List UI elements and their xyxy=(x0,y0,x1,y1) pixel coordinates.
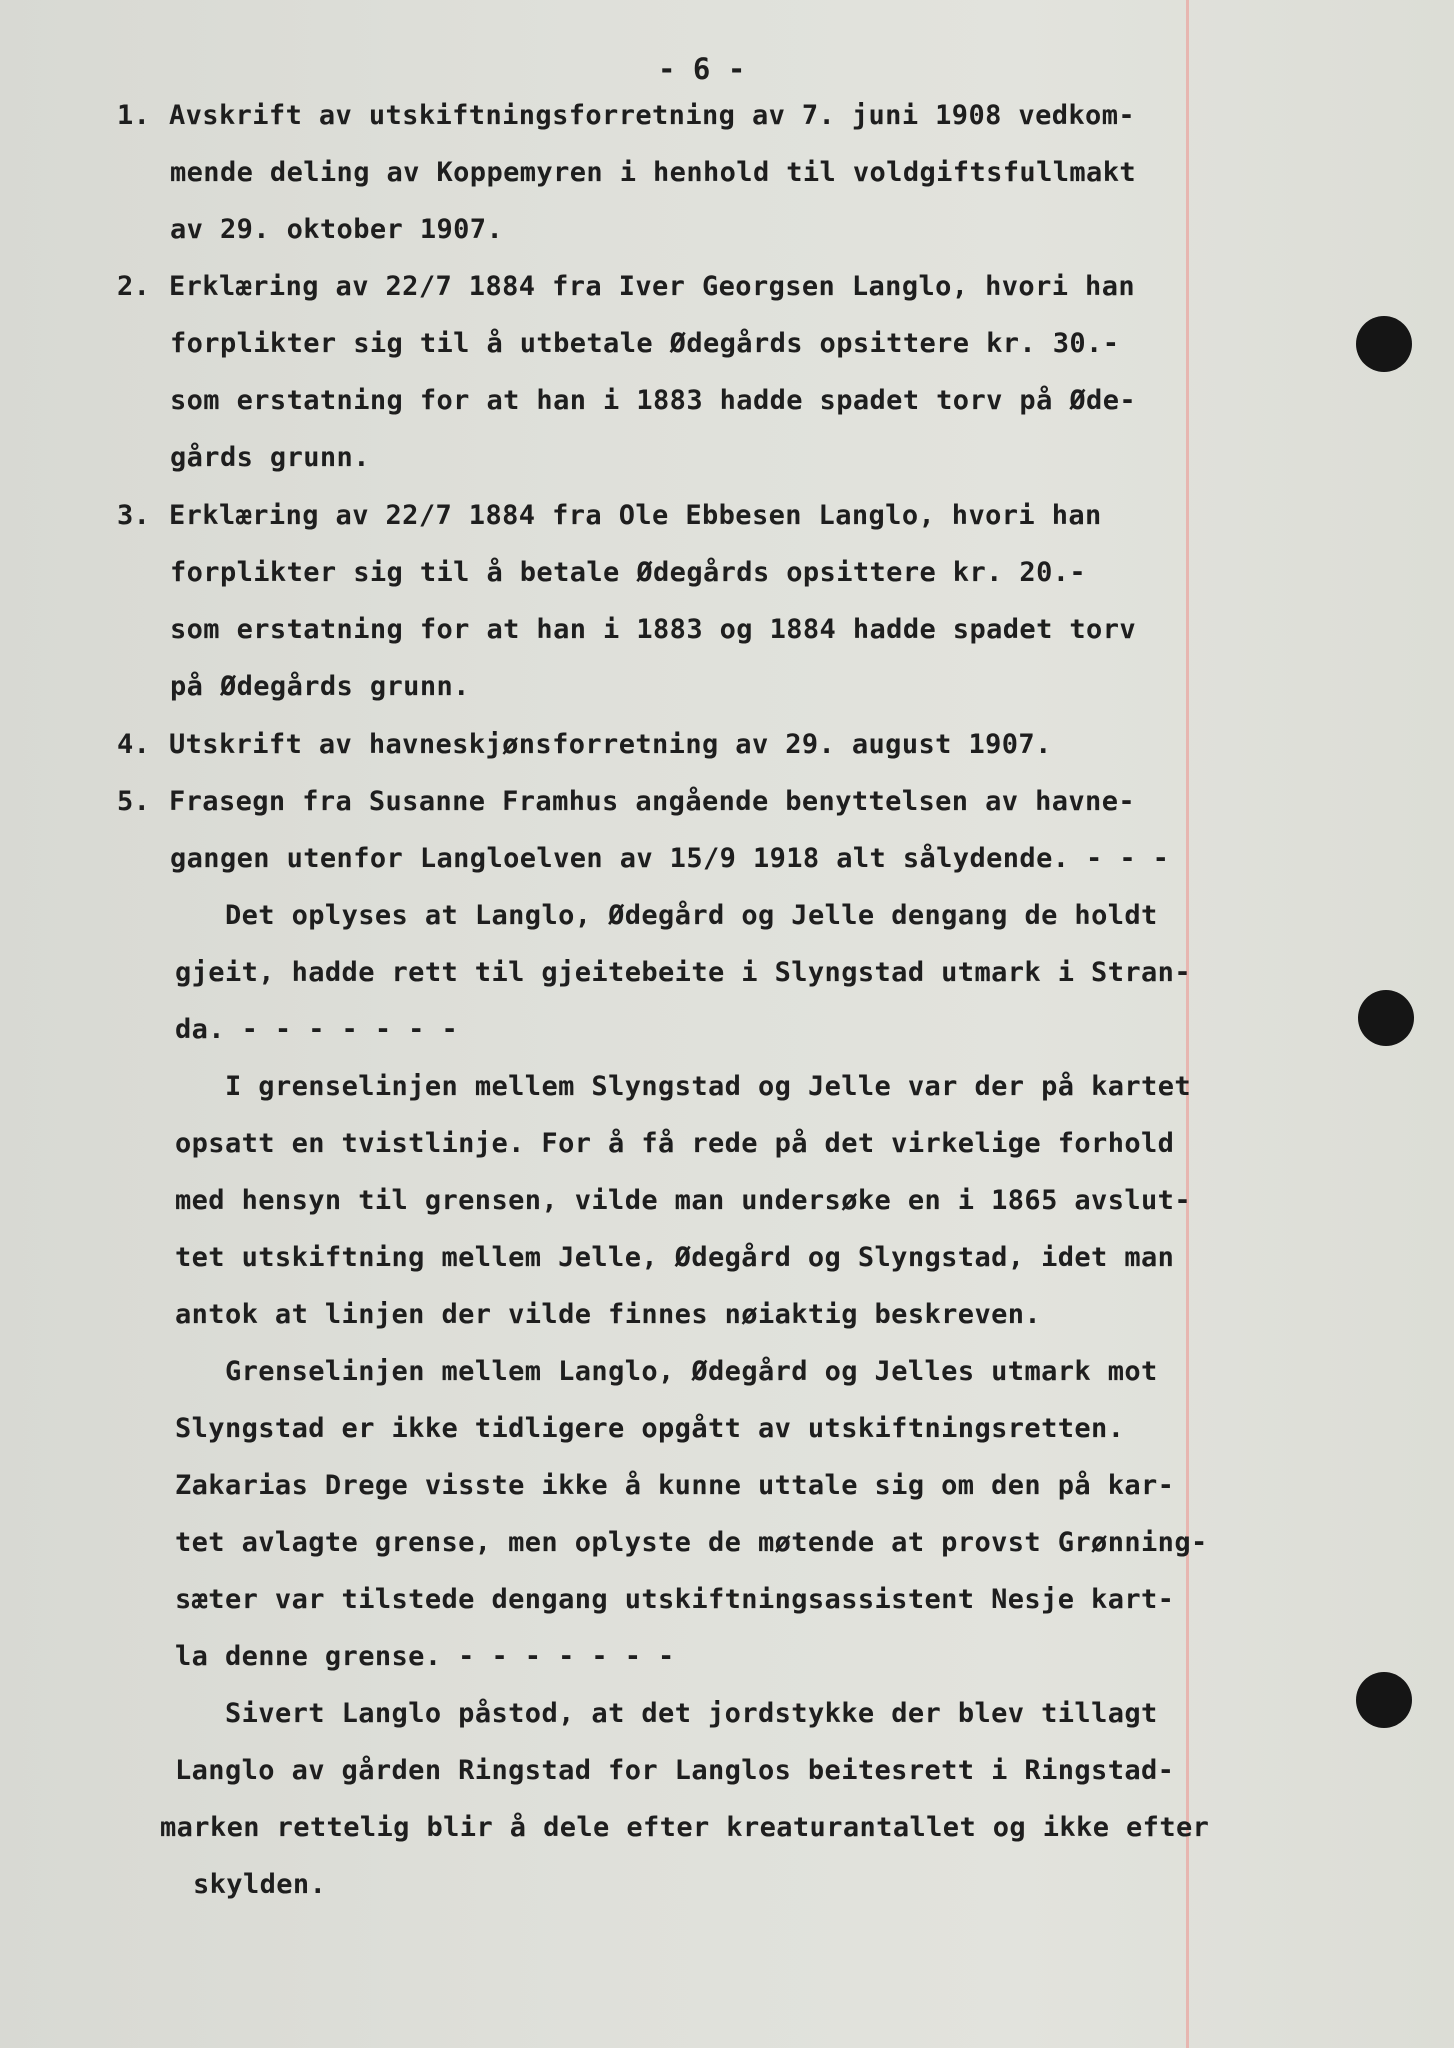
list-item-2-line-1 xyxy=(117,271,1135,302)
paragraph-2-line-5: antok at linjen der vilde finnes nøiaktig beskreven. xyxy=(175,1299,1042,1330)
list-item-5-line-1 xyxy=(117,786,1135,817)
paragraph-3-line-1: Grenselinjen mellem Langlo, Ødegård og Jelles utmark mot xyxy=(225,1356,1158,1387)
page-number: - 6 - xyxy=(658,52,746,86)
punch-hole-top xyxy=(1356,316,1412,372)
list-item-2-line-2: forplikter sig til å utbetale Ødegårds opsittere kr. 30.- xyxy=(170,328,1120,359)
paragraph-3-line-2: Slyngstad er ikke tidligere opgått av utskiftningsretten. xyxy=(175,1413,1125,1444)
list-item-3-line-3: som erstatning for at han i 1883 og 1884 hadde spadet torv xyxy=(170,614,1137,645)
punch-hole-middle xyxy=(1358,990,1414,1046)
paragraph-1-line-2: gjeit, hadde rett til gjeitebeite i Slyngstad utmark i Stran- xyxy=(175,957,1191,988)
list-item-2-line-3: som erstatning for at han i 1883 hadde spadet torv på Øde- xyxy=(170,385,1137,416)
paragraph-4-line-3: marken rettelig blir å dele efter kreaturantallet og ikke efter xyxy=(160,1812,1210,1843)
paragraph-4-line-1: Sivert Langlo påstod, at det jordstykke der blev tillagt xyxy=(225,1698,1158,1729)
list-item-1-text: Avskrift av utskiftningsforretning av 7. juni 1908 vedkom- xyxy=(169,100,1136,131)
paragraph-2-line-3: med hensyn til grensen, vilde man undersøke en i 1865 avslut- xyxy=(175,1185,1191,1216)
paragraph-4-line-2: Langlo av gården Ringstad for Langlos beitesrett i Ringstad- xyxy=(175,1755,1175,1786)
paragraph-2-line-4: tet utskiftning mellem Jelle, Ødegård og Slyngstad, idet man xyxy=(175,1242,1175,1273)
paragraph-2-line-2: opsatt en tvistlinje. For å få rede på det virkelige forhold xyxy=(175,1128,1175,1159)
paragraph-1-line-3: da. - - - - - - - xyxy=(175,1014,459,1045)
list-item-5-text: Frasegn fra Susanne Framhus angående benyttelsen av havne- xyxy=(169,786,1136,817)
list-item-1-number: 1. xyxy=(117,100,151,131)
list-item-2-text: Erklæring av 22/7 1884 fra Iver Georgsen Langlo, hvori han xyxy=(169,271,1136,302)
punch-hole-bottom xyxy=(1356,1672,1412,1728)
list-item-4-line-1 xyxy=(117,729,1052,760)
red-margin-line xyxy=(1186,0,1189,2048)
paragraph-3-line-5: sæter var tilstede dengang utskiftningsassistent Nesje kart- xyxy=(175,1584,1175,1615)
paragraph-4-line-4: skylden. xyxy=(193,1869,327,1900)
list-item-3-text: Erklæring av 22/7 1884 fra Ole Ebbesen Langlo, hvori han xyxy=(169,500,1102,531)
list-item-1-line-2: mende deling av Koppemyren i henhold til voldgiftsfullmakt xyxy=(170,157,1137,188)
paragraph-2-line-1: I grenselinjen mellem Slyngstad og Jelle var der på kartet xyxy=(225,1071,1192,1102)
list-item-3-number: 3. xyxy=(117,500,151,531)
list-item-4-number: 4. xyxy=(117,729,151,760)
list-item-2-number: 2. xyxy=(117,271,151,302)
list-item-2-line-4: gårds grunn. xyxy=(170,442,370,473)
list-item-3-line-4: på Ødegårds grunn. xyxy=(170,671,470,702)
list-item-1-line-3: av 29. oktober 1907. xyxy=(170,214,504,245)
list-item-3-line-1 xyxy=(117,500,1102,531)
paragraph-3-line-6: la denne grense. - - - - - - - xyxy=(175,1641,675,1672)
list-item-1-line-1 xyxy=(117,100,1135,131)
paragraph-3-line-4: tet avlagte grense, men oplyste de møtende at provst Grønning- xyxy=(175,1527,1208,1558)
paragraph-3-line-3: Zakarias Drege visste ikke å kunne uttale sig om den på kar- xyxy=(175,1470,1175,1501)
paragraph-1-line-1: Det oplyses at Langlo, Ødegård og Jelle dengang de holdt xyxy=(225,900,1158,931)
list-item-3-line-2: forplikter sig til å betale Ødegårds opsittere kr. 20.- xyxy=(170,557,1087,588)
list-item-5-line-2: gangen utenfor Langloelven av 15/9 1918 alt sålydende. - - - xyxy=(170,843,1170,874)
list-item-4-text: Utskrift av havneskjønsforretning av 29. august 1907. xyxy=(169,729,1052,760)
list-item-5-number: 5. xyxy=(117,786,151,817)
